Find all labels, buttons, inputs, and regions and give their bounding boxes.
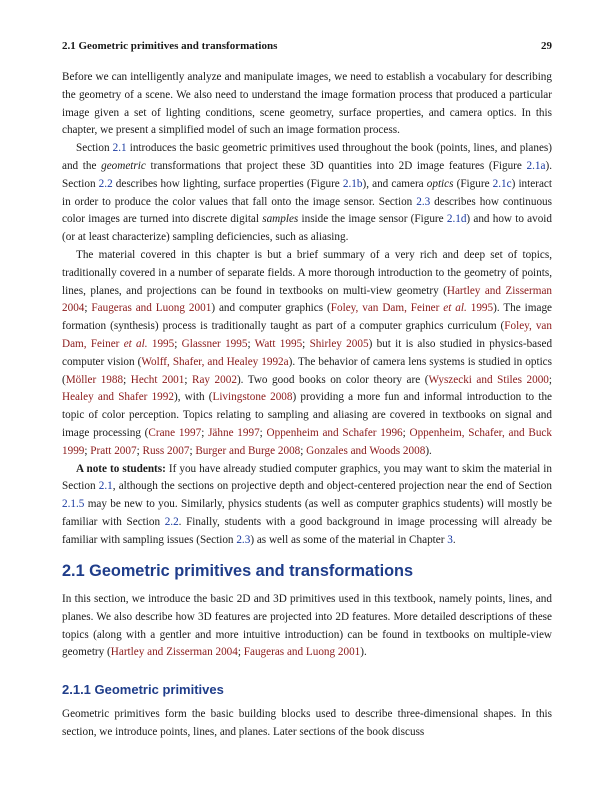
chapter-intro (62, 69, 552, 550)
citation[interactable]: Wolff, Shafer, and Healey 1992a (141, 355, 289, 368)
citation[interactable]: Gonzales and Woods 2008 (306, 444, 426, 457)
xref-figure[interactable]: 2.1d (446, 213, 467, 226)
citation[interactable]: Foley, van Dam, Feiner et al. 1995 (330, 302, 494, 315)
running-header (62, 39, 552, 53)
citation[interactable]: Pratt 2007 (90, 444, 137, 457)
citation[interactable]: Wyszecki and Stiles 2000 (428, 373, 549, 386)
xref-section[interactable]: 2.1 (112, 142, 127, 155)
citation[interactable]: Möller 1988 (65, 373, 124, 386)
intro-paragraph-3: The material covered in this chapter is but a brief summary of a very rich and deep set of topics, traditionally covered in a number of separate fields. A more thorough introduction to the geometry of points, lines, planes, and projections can be found in textbooks on multi-view geometry (Hartley and Zisserman 2004; Faugeras and Luong 2001) and computer graphics (Foley, van Dam, Feiner et al. 1995). The image formation (synthesis) process is traditionally taught as part of a computer graphics curriculum (Foley, van Dam, Feiner et al. 1995; Glassner 1995; Watt 1995; Shirley 2005) but it is also studied in physics-based computer vision (Wolff, Shafer, and Healey 1992a). The behavior of camera lens systems is studied in optics (Möller 1988; Hecht 2001; Ray 2002). Two good books on color theory are (Wyszecki and Stiles 2000; Healey and Shafer 1992), with (Livingstone 2008) providing a more fun and informal introduction to the topic of color perception. Topics relating to sampling and aliasing are covered in textbooks on signal and image processing (Crane 1997; Jähne 1997; Oppenheim and Schafer 1996; Oppenheim, Schafer, and Buck 1999; Pratt 2007; Russ 2007; Burger and Burge 2008; Gonzales and Woods 2008). (62, 248, 553, 457)
note-to-students-label: A note to students: (76, 462, 166, 475)
citation[interactable]: Crane 1997 (148, 426, 202, 439)
xref-section[interactable]: 2.1 (98, 480, 113, 493)
xref-section[interactable]: 2.3 (236, 533, 251, 546)
intro-paragraph-1: Before we can intelligently analyze and manipulate images, we need to establish a vocabulary for describing the geometry of a scene. We also need to understand the image formation process that produced a particular image given a set of lighting conditions, scene geometry, surface properties, and camera optics. In this chapter, we present a simplified model of such an image formation process. (62, 71, 552, 137)
citation[interactable]: Ray 2002 (192, 373, 237, 386)
intro-paragraph-2: Section 2.1 introduces the basic geometric primitives used throughout the book (points, lines, and planes) and the geometric transformations that project these 3D quantities into 2D image features (Figure 2.1a). Section 2.2 describes how lighting, surface properties (Figure 2.1b), and camera optics (Figure 2.1c) interact in order to produce the color values that fall onto the image sensor. Section 2.3 describes how continuous color images are turned into discrete digital samples inside the image sensor (Figure 2.1d) and how to avoid (or at least characterize) sampling deficiencies, such as aliasing. (62, 142, 553, 244)
citation[interactable]: Hecht 2001 (130, 373, 185, 386)
xref-figure[interactable]: 2.1b (342, 177, 363, 190)
xref-figure[interactable]: 2.1a (526, 159, 546, 172)
citation[interactable]: Faugeras and Luong 2001 (243, 646, 361, 659)
xref-section[interactable]: 2.2 (164, 515, 179, 528)
citation[interactable]: Foley, van Dam, Feiner et al. 1995 (62, 320, 552, 350)
intro-paragraph-4: A note to students: If you have already studied computer graphics, you may want to skim the material in Section 2.1, although the sections on projective depth and object-centered projection near the end of Section 2.1.5 may be new to you. Similarly, physics students (as well as computer graphics students) will mostly be familiar with Section 2.2. Finally, students with a good background in image processing will already be familiar with sampling issues (Section 2.3) as well as some of the material in Chapter 3. (62, 462, 553, 546)
citation[interactable]: Hartley and Zisserman 2004 (62, 284, 552, 315)
citation[interactable]: Healey and Shafer 1992 (62, 391, 174, 404)
citation[interactable]: Faugeras and Luong 2001 (91, 302, 212, 315)
citation[interactable]: Hartley and Zisserman 2004 (110, 646, 238, 659)
running-header-section-title: 2.1 Geometric primitives and transformations (62, 40, 278, 52)
citation[interactable]: Oppenheim, Schafer, and Buck 1999 (62, 426, 552, 457)
section-heading: 2.1 Geometric primitives and transformations (62, 562, 414, 580)
citation[interactable]: Livingstone 2008 (212, 391, 293, 404)
xref-section[interactable]: 2.3 (416, 195, 431, 208)
citation[interactable]: Russ 2007 (142, 444, 190, 457)
citation[interactable]: Shirley 2005 (309, 337, 369, 350)
section-paragraph-1: In this section, we introduce the basic 2D and 3D primitives used in this textbook, namely points, lines, and planes. We also describe how 3D features are projected into 2D features. More detailed descriptions of these topics (along with a gentler and more intuitive introduction) can be found in textbooks on multiple-view geometry (Hartley and Zisserman 2004; Faugeras and Luong 2001). (62, 593, 552, 659)
xref-section[interactable]: 2.2 (98, 177, 113, 190)
citation[interactable]: Oppenheim and Schafer 1996 (266, 426, 403, 439)
xref-figure[interactable]: 2.1c (492, 177, 512, 190)
subsection-body (62, 706, 552, 742)
page-number: 29 (541, 40, 552, 52)
citation[interactable]: Watt 1995 (254, 337, 303, 350)
xref-chapter[interactable]: 3 (447, 533, 453, 546)
subsection-paragraph-1: Geometric primitives form the basic building blocks used to describe three-dimensional shapes. In this section, we introduce points, lines, and planes. Later sections of the book discuss (62, 708, 552, 738)
subsection-heading: 2.1.1 Geometric primitives (62, 682, 224, 697)
citation[interactable]: Burger and Burge 2008 (195, 444, 301, 457)
citation[interactable]: Glassner 1995 (181, 337, 248, 350)
section-body (62, 591, 552, 662)
citation[interactable]: Jähne 1997 (208, 426, 260, 439)
xref-section[interactable]: 2.1.5 (62, 498, 85, 511)
